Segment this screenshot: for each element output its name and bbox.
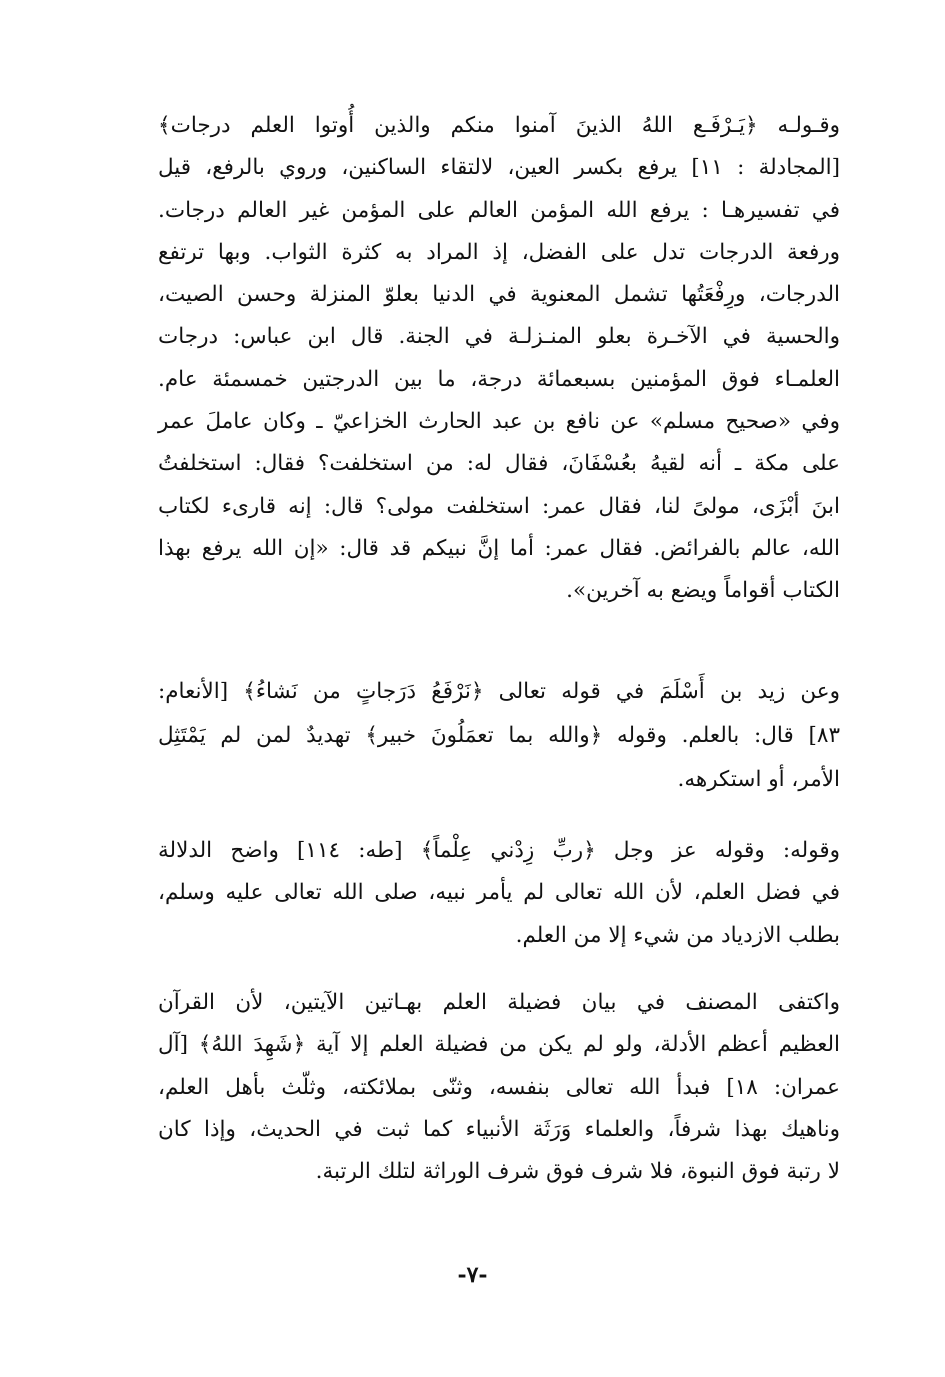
text-line: الله، عالم بالفرائض. فقال عمر: أما إنَّ نبيكم قد قال: «إن الله يرفع بهذا — [158, 535, 840, 561]
text-line: بطلب الازدياد من شيء إلا من العلم. — [515, 922, 840, 948]
text-line: [المجادلة : ١١] يرفع بكسر العين، لالتقاء الساكنين، وروي بالرفع، قيل — [158, 155, 840, 181]
text-line: الكتاب أقواماً ويضع به آخرين». — [566, 578, 840, 604]
paragraph-4 — [158, 982, 840, 1193]
text-line: وقوله: وقوله عز وجل ﴿ربِّ زِدْني عِلْماً﴾ [طه: ١١٤] واضح الدلالة — [158, 838, 840, 863]
text-line: الأمر، أو استكرهه. — [677, 767, 840, 792]
text-line: ٨٣] قال: بالعلم. وقوله ﴿والله بما تعمَلُونَ خبير﴾ تهديدٌ لمن لم يَمْتَثِل — [158, 723, 840, 748]
text-line: العلمـاء فوق المؤمنين بسبعمائة درجة، ما بين الدرجتين خمسمئة عام. — [158, 366, 840, 392]
text-line: وعن زيد بن أَسْلَمَ في قوله تعالى ﴿نَرْفَعُ دَرَجاتٍ من نَشاءُ﴾ [الأنعام: — [158, 679, 840, 704]
text-line: الدرجات، ورِفْعَتُها تشمل المعنوية في الدنيا بعلوّ المنزلة وحسن الصيت، — [158, 282, 840, 308]
text-line: والحسية في الآخـرة بعلو المنـزلـة في الجنة. قال ابن عباس: درجات — [158, 324, 840, 350]
text-line: على مكة ـ أنه لقيهُ بعُسْفَانَ، فقال له: من استخلفت؟ فقال: استخلفتُ — [158, 451, 840, 477]
paragraph-2 — [158, 670, 840, 802]
text-line: واكتفى المصنف في بيان فضيلة العلم بهـاتين الآيتين، لأن القرآن — [158, 990, 840, 1015]
page-number: -٧- — [457, 1262, 488, 1288]
text-line: لا رتبة فوق النبوة، فلا شرف فوق شرف الوراثة لتلك الرتبة. — [315, 1159, 840, 1185]
text-line: ورفعة الدرجات تدل على الفضل، إذ المراد به كثرة الثواب. وبها ترتفع — [158, 239, 840, 265]
text-line: ابنَ أبْزَى، مولىً لنا، فقال عمر: استخلفت مولى؟ قال: إنه قارىء لكتاب — [158, 493, 840, 519]
text-line: وناهيك بهذا شرفاً، والعلماء وَرَثَة الأنبياء كما ثبت في الحديث، وإذا كان — [158, 1116, 840, 1142]
paragraph-3 — [158, 830, 840, 957]
paragraph-1 — [158, 105, 840, 613]
text-line: العظيم أعظم الأدلة، ولو لم يكن من فضيلة العلم إلا آية ﴿شَهِدَ اللهُ﴾ [آل — [158, 1032, 840, 1058]
text-line: وفي «صحيح مسلم» عن نافع بن عبد الحارث الخزاعيّ ـ وكان عاملَ عمر — [158, 409, 840, 435]
text-line: عمران: ١٨] فبدأ الله تعالى بنفسه، وثنّى بملائكته، وثلّث بأهل العلم، — [158, 1074, 840, 1100]
text-line: في تفسيرهـا : يرفع الله المؤمن العالم على المؤمن غير العالم درجات. — [158, 197, 840, 223]
text-line: وقـولـه ﴿يَـرْفَـع اللهُ الذينَ آمنوا منكم والذين أُوتوا العلم درجات﴾ — [158, 113, 840, 138]
text-line: في فضل العلم، لأن الله تعالى لم يأمر نبيه، صلى الله تعالى عليه وسلم، — [158, 880, 840, 906]
